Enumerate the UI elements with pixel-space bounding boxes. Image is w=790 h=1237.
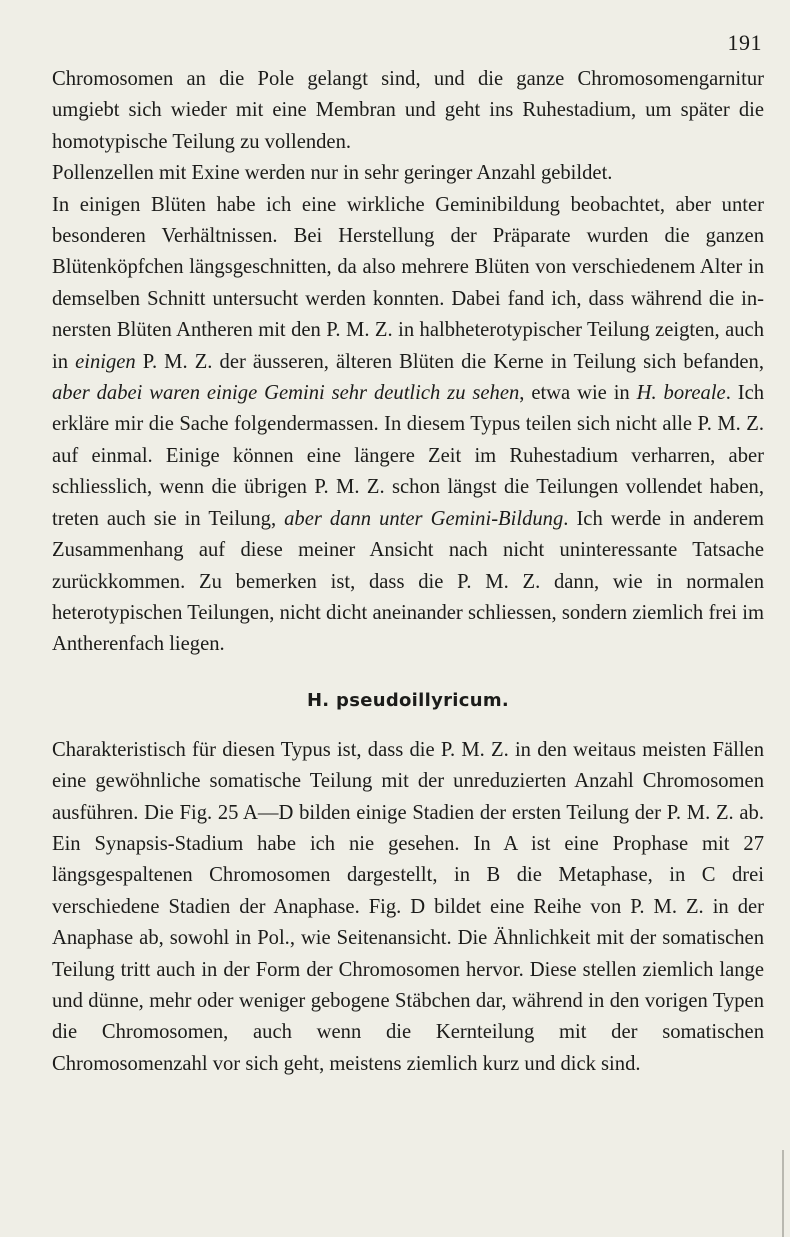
text-run: Chromosomen an die Pole gelangt sind, und die ganze Chromosomengarnitur umgiebt sich wieder mit eine Membran und geht ins Ruhestadium, um später die homotypische Teilung zu vollenden. [52,68,764,153]
paragraph-1 [52,64,764,158]
italic-run: aber dann unter Gemini-Bildung [284,507,564,530]
paragraph-3 [52,190,764,661]
page-number: 191 [727,30,762,55]
italic-run: einigen [75,350,136,373]
text-run: . Ich erkläre mir die Sache folgendermassen. In diesem Typus teilen sich nicht alle P. M. Z. auf einmal. Einige können eine längere Zeit im Ruhestadium verharren, aber schliesslich, wenn die übrigen P. M. Z. schon längst die Teilungen vollendet haben, treten auch sie in Teilung, [52,382,765,530]
paragraph-2 [52,158,764,189]
body-text [52,64,764,1080]
section-heading: H. pseudoillyricum. [306,689,510,711]
text-run: , etwa wie in [519,382,637,405]
text-run: In einigen Blüten habe ich eine wirkliche Geminibildung beobachtet, aber unter besonderen Verhältnissen. Bei Herstellung der Präparate wurden die ganzen Blütenköpfchen längsgeschnitten, da also mehrere Blüten von verschiedenem Alter in demselben Schnitt untersucht werden konnten. Dabei fand ich, dass während die innersten Blüten Antheren mit den P. M. Z. in halbheterotypischer Teilung zeigten, auch in [52,193,764,373]
page-edge-mark [782,1150,784,1237]
italic-run: aber dabei waren einige Gemini sehr deutlich zu sehen [52,382,520,405]
text-run: . Ich werde in anderem Zusammenhang auf diese meiner Ansicht nach nicht uninteressante Tatsache zurückkommen. Zu bemerken ist, dass die P. M. Z. dann, wie in normalen heterotypischen Teilungen, nicht dicht aneinander schliessen, sondern ziemlich frei im Antherenfach liegen. [52,507,765,656]
italic-run: H. boreale [636,382,726,405]
text-run: Charakteristisch für diesen Typus ist, dass die P. M. Z. in den weitaus meisten Fällen eine gewöhnliche somatische Teilung mit der unreduzierten Anzahl Chromosomen ausführen. Die Fig. 25 A—D bilden einige Stadien der ersten Teilung der P. M. Z. ab. Ein Synapsis-Stadium habe ich nie gesehen. In A ist eine Prophase mit 27 längsgespaltenen Chromosomen dargestellt, in B die Metaphase, in C drei verschiedene Stadien der Anaphase. Fig. D bildet eine Reihe von P. M. Z. in der Anaphase ab, sowohl in Pol., wie Seitenansicht. Die Ähnlichkeit mit der somatischen Teilung tritt auch in der Form der Chromosomen hervor. Diese stellen ziemlich lange und dünne, mehr oder weniger gebogene Stäbchen dar, während in den vorigen Typen die Chromosomen, auch wenn die Kernteilung mit der somatischen Chromosomenzahl vor sich geht, meistens ziemlich kurz und dick sind. [52,738,764,1075]
section-paragraph-1 [52,735,764,1080]
text-run: Pollenzellen mit Exine werden nur in sehr geringer Anzahl gebildet. [52,162,613,185]
text-run: P. M. Z. der äusseren, älteren Blüten die Kerne in Teilung sich befanden, [135,350,764,373]
